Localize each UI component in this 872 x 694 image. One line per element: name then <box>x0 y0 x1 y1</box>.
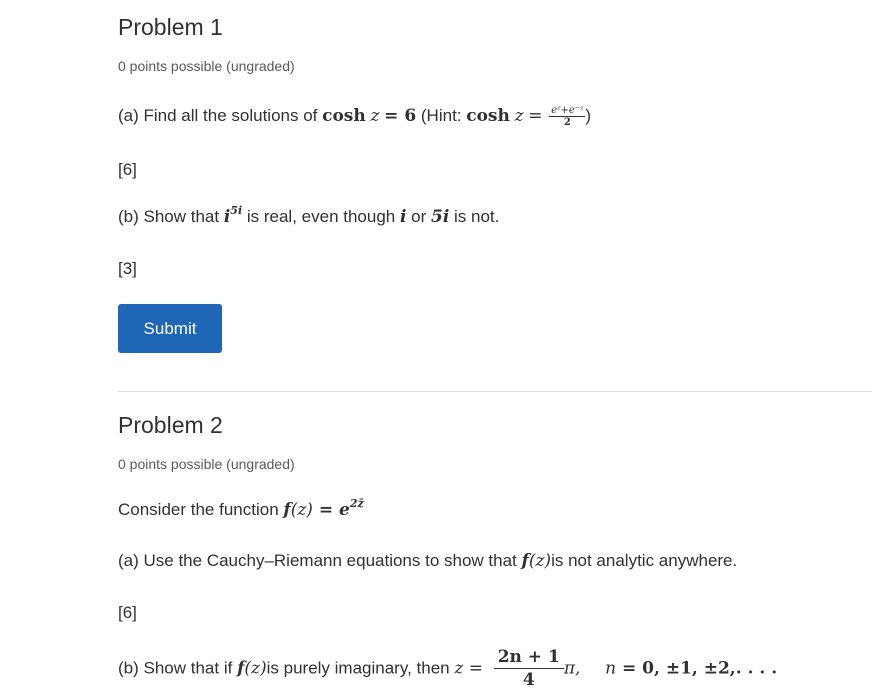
submit-button[interactable]: Submit <box>118 304 222 353</box>
problem-1-part-b <box>118 204 500 227</box>
p2b-eq: = <box>463 658 483 679</box>
problem-1-marks-a: [6] <box>118 160 137 179</box>
p2b-n: n <box>605 658 617 679</box>
hint-cosh: cosh <box>466 105 510 126</box>
word-or: or <box>406 207 431 226</box>
p2b-range: = 0, ±1, ±2,. . . . <box>616 658 778 679</box>
exponent-5i: 5i <box>230 204 243 217</box>
p2-part-b-middle: is purely imaginary, then <box>266 658 455 678</box>
problem-2-title: Problem 2 <box>118 412 223 438</box>
p2-part-a-suffix: is not analytic anywhere. <box>551 551 738 570</box>
p2b-arg: (z) <box>244 658 267 679</box>
p2b-numerator: 2n + 1 <box>494 646 564 669</box>
part-b-prefix: (b) Show that <box>118 207 224 226</box>
base-i: i <box>223 207 231 227</box>
problem-2-part-b <box>118 646 777 691</box>
problem-1-title: Problem 1 <box>118 14 223 40</box>
cosh-word: cosh <box>322 105 366 126</box>
hint-z: z <box>514 105 524 126</box>
problem-1-marks-b: [3] <box>118 259 137 278</box>
part-a-prefix: (a) Find all the solutions of <box>118 105 323 125</box>
p2-part-b-prefix: (b) Show that if <box>118 658 238 678</box>
equation-rhs: = 6 <box>384 105 417 126</box>
p2b-denominator: 4 <box>522 670 535 690</box>
part-b-suffix: is not. <box>449 207 500 226</box>
problem-2-marks-a: [6] <box>118 603 137 622</box>
function-f: f <box>283 500 291 520</box>
hint-close: ) <box>585 105 592 125</box>
hint-open: (Hint: <box>416 105 467 125</box>
problem-2-part-a <box>118 551 737 571</box>
p2a-arg: (z) <box>528 551 552 571</box>
p2b-pi: π, <box>563 658 581 679</box>
problem-2-intro <box>118 497 364 520</box>
hint-denominator: 2 <box>563 117 571 128</box>
hint-fraction <box>549 105 585 128</box>
problem-1-part-a <box>118 105 591 128</box>
function-exponent: 2z̄ <box>349 497 364 510</box>
hint-equals: = <box>528 105 543 126</box>
problem-1-points: 0 points possible (ungraded) <box>118 58 295 74</box>
p2b-z: z <box>454 658 464 679</box>
p2b-fraction <box>494 646 564 691</box>
problem-2-points: 0 points possible (ungraded) <box>118 456 295 472</box>
intro-prefix: Consider the function <box>118 500 284 519</box>
function-arg: (z) <box>290 500 313 520</box>
variable-z: z <box>370 105 380 126</box>
part-b-middle: is real, even though <box>242 207 400 226</box>
symbol-i: i <box>399 207 407 227</box>
p2b-f: f <box>237 658 245 679</box>
hint-numerator: eᶻ+e⁻ᶻ <box>551 105 584 116</box>
section-divider <box>118 391 872 392</box>
p2a-f: f <box>521 551 529 571</box>
symbol-5i: 5i <box>431 207 450 227</box>
function-eq: = e <box>312 500 350 520</box>
p2-part-a-prefix: (a) Use the Cauchy–Riemann equations to show that <box>118 551 522 570</box>
